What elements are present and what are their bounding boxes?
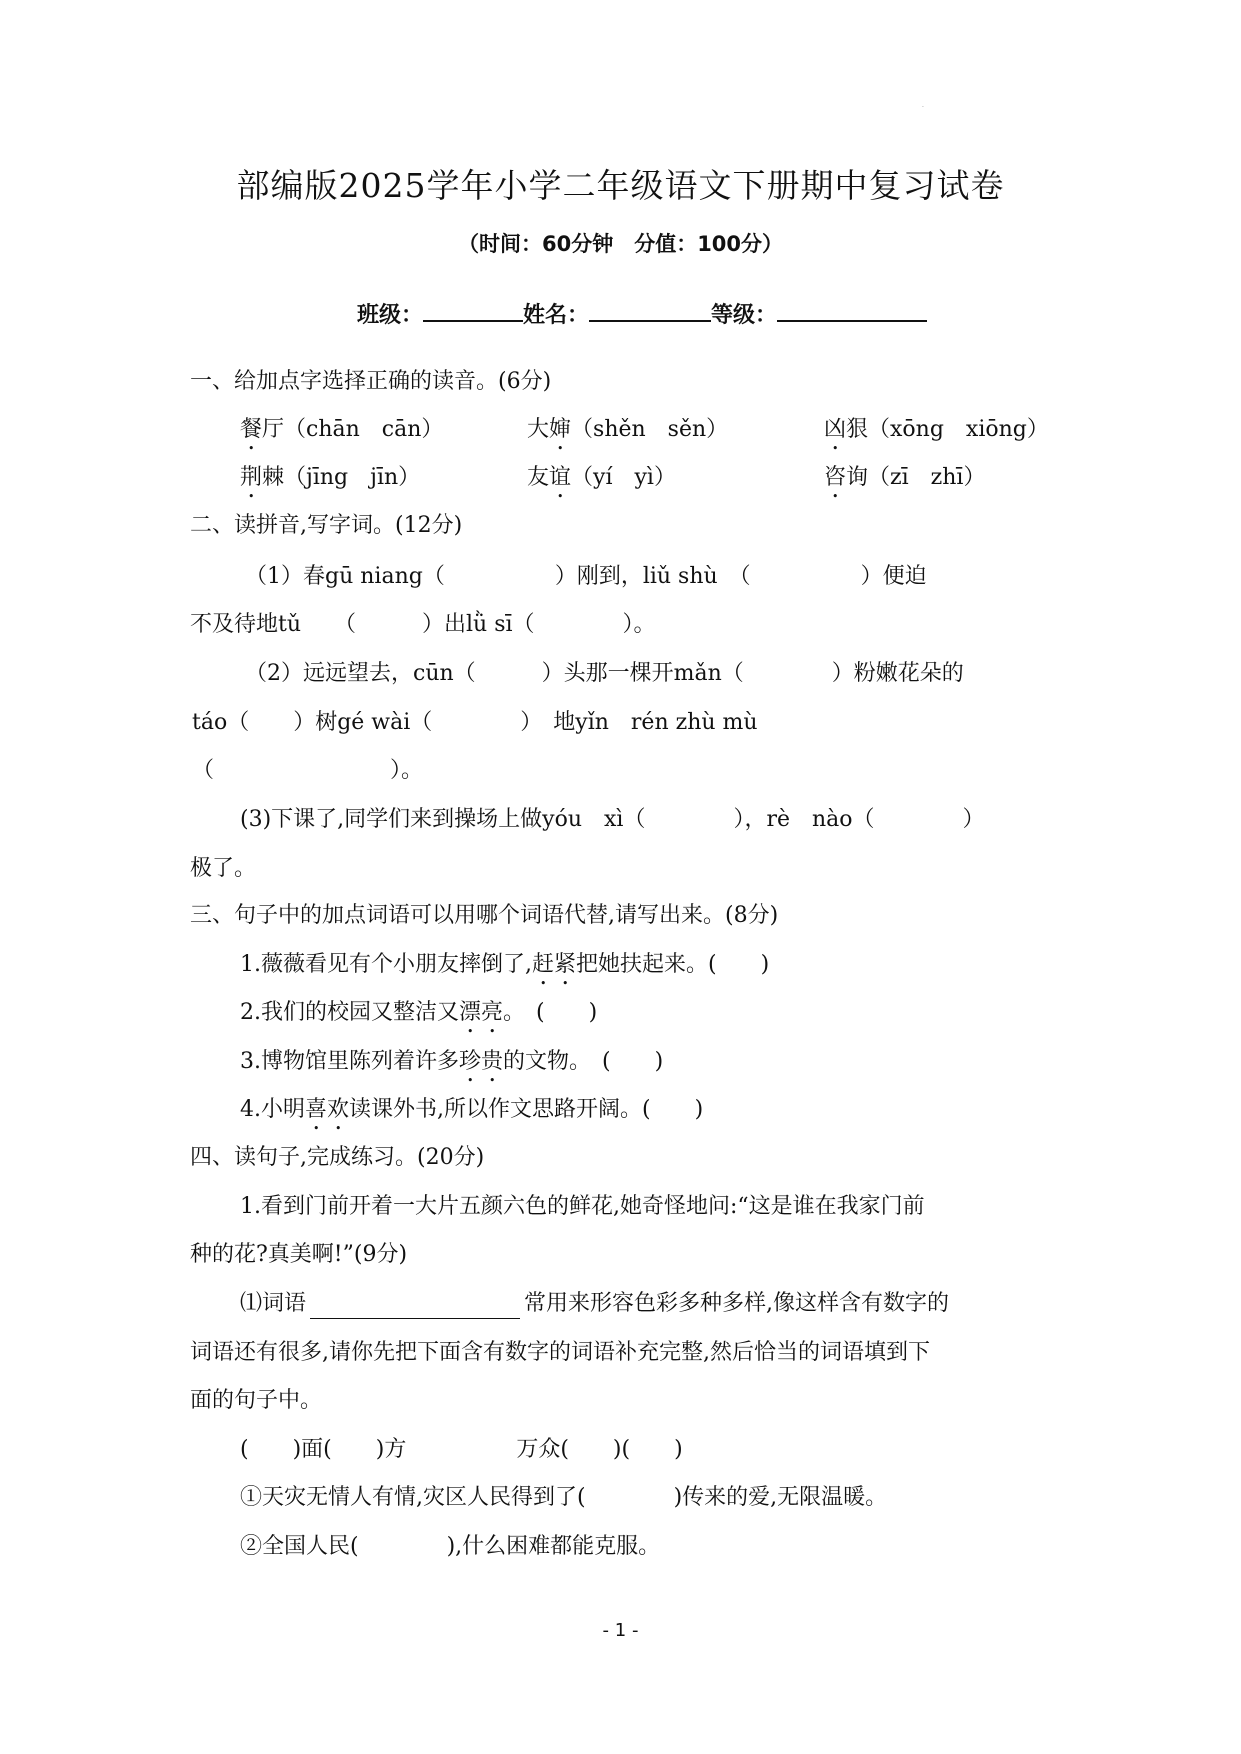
name-label: 姓名： — [523, 303, 590, 328]
item-xionghen: 凶狠（xōng xiōng） — [824, 417, 1049, 442]
s2-line-5: （ ）。 — [192, 758, 424, 783]
grade-field[interactable] — [777, 298, 927, 322]
word-blank[interactable] — [310, 1294, 520, 1319]
s2-line-3: （2）远远望去，cūn（ ）头那一棵开mǎn（ ）粉嫩花朵的 — [245, 661, 964, 686]
section-3-heading: 三、句子中的加点词语可以用哪个词语代替,请写出来。(8分) — [190, 903, 779, 928]
s3-question-1: 1.薇薇看见有个小朋友摔倒了,赶紧把她扶起来。( ) — [240, 952, 770, 977]
item-zixun: 咨询（zī zhī） — [824, 465, 986, 490]
item-jingji: 荆棘（jīng jīn） — [240, 465, 421, 490]
exam-subtitle: （时间：60分钟 分值：100分） — [457, 232, 784, 256]
exam-title: 部编版2025学年小学二年级语文下册期中复习试卷 — [236, 166, 1005, 205]
class-label: 班级： — [357, 303, 424, 328]
s4-para-2: 种的花?真美啊!”(9分) — [190, 1242, 408, 1267]
class-field[interactable] — [423, 298, 523, 322]
corner-mark: · — [922, 104, 924, 111]
section-1-heading: 一、给加点字选择正确的读音。(6分) — [190, 369, 552, 394]
name-field[interactable] — [589, 298, 711, 322]
s2-line-2: 不及待地tǔ （ ）出lǜ sī（ ）。 — [190, 612, 656, 637]
page-number: - 1 - — [602, 1620, 639, 1641]
s3-question-2: 2.我们的校园又整洁又漂亮。 ( ) — [240, 1000, 598, 1025]
s4-para-5: 面的句子中。 — [190, 1388, 323, 1413]
section-2-heading: 二、读拼音,写字词。(12分) — [190, 513, 463, 538]
grade-label: 等级： — [711, 303, 778, 328]
s2-line-4: táo（ ）树gé wài（ ） 地yǐn rén zhù mù — [192, 710, 758, 735]
s4-para-7: ①天灾无情人有情,灾区人民得到了( )传来的爱,无限温暖。 — [240, 1485, 888, 1510]
pinyin-row-1 — [240, 415, 1060, 455]
s3-question-4: 4.小明喜欢读课外书,所以作文思路开阔。( ) — [240, 1097, 704, 1122]
s4-para-6: ( )面( )方 万众( )( ) — [240, 1437, 683, 1462]
s2-line-6: (3)下课了,同学们来到操场上做yóu xì（ ），rè nào（ ） — [240, 807, 985, 832]
section-4-heading: 四、读句子,完成练习。(20分) — [190, 1145, 485, 1170]
item-dashen: 大婶（shěn sěn） — [527, 417, 729, 442]
s2-line-7: 极了。 — [190, 856, 257, 881]
student-info — [357, 298, 927, 329]
s4-para-3: ⑴词语 常用来形容色彩多种多样,像这样含有数字的 — [240, 1289, 1110, 1319]
s4-para-1: 1.看到门前开着一大片五颜六色的鲜花,她奇怪地问:“这是谁在我家门前 — [240, 1194, 925, 1219]
s4-para-8: ②全国人民( ),什么困难都能克服。 — [240, 1534, 661, 1559]
s4-para-4: 词语还有很多,请你先把下面含有数字的词语补充完整,然后恰当的词语填到下 — [190, 1340, 930, 1365]
item-youyi: 友谊（yí yì） — [527, 465, 676, 490]
pinyin-row-2 — [240, 463, 1060, 503]
s3-question-3: 3.博物馆里陈列着许多珍贵的文物。 ( ) — [240, 1049, 664, 1074]
s2-line-1: （1）春gū niang（ ）刚到，liǔ shù （ ）便迫 — [245, 564, 927, 589]
item-cant: 餐厅（chān cān） — [240, 417, 444, 442]
